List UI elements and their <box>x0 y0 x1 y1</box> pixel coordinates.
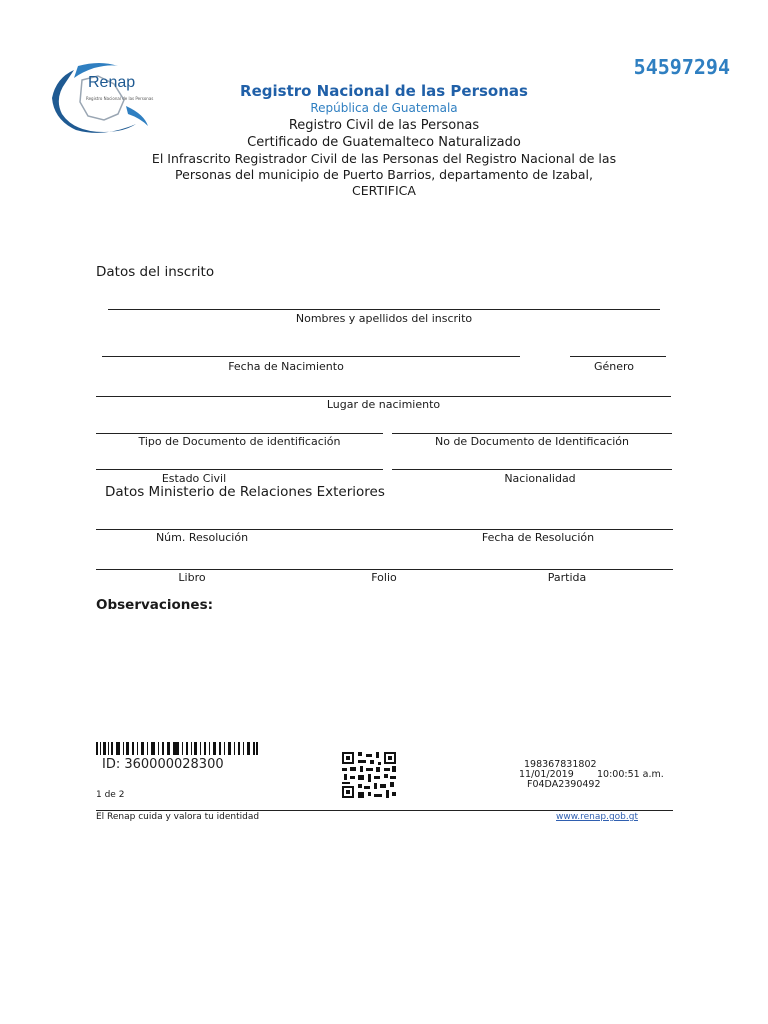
libro-label: Libro <box>178 571 206 584</box>
registry-code: 198367831802 <box>524 759 597 770</box>
section-inscrito-heading: Datos del inscrito <box>96 264 215 280</box>
serial-number: 54597294 <box>633 55 730 79</box>
header-line-2: Certificado de Guatemalteco Naturalizado <box>247 135 521 150</box>
header-line-5: CERTIFICA <box>352 183 416 198</box>
barcode-graphic <box>96 742 258 755</box>
genero-line <box>570 356 666 357</box>
footer-slogan: El Renap cuida y valora tu identidad <box>96 812 260 822</box>
folio-label: Folio <box>371 571 397 584</box>
lugar-nacimiento-label: Lugar de nacimiento <box>326 398 441 411</box>
no-documento-label: No de Documento de Identificación <box>434 435 630 448</box>
nacionalidad-line <box>392 469 672 470</box>
nombres-label: Nombres y apellidos del inscrito <box>295 312 473 325</box>
tipo-documento-label: Tipo de Documento de identificación <box>138 435 341 448</box>
estado-civil-label: Estado Civil <box>161 472 227 485</box>
observaciones-heading: Observaciones: <box>96 597 214 613</box>
logo-text: Renap <box>88 74 136 91</box>
page-number: 1 de 2 <box>96 790 125 800</box>
fecha-nacimiento-label: Fecha de Nacimiento <box>228 360 344 373</box>
footer-divider <box>96 810 673 811</box>
fecha-nacimiento-line <box>102 356 520 357</box>
qr-code-graphic <box>342 752 396 798</box>
header-line-3: El Infrascrito Registrador Civil de las Personas del Registro Nacional de las <box>151 151 617 166</box>
nacionalidad-label: Nacionalidad <box>504 472 576 485</box>
nombres-line <box>108 309 660 310</box>
genero-label: Género <box>593 360 635 373</box>
barcode <box>96 740 258 753</box>
fecha-resolucion-label: Fecha de Resolución <box>481 531 595 544</box>
resolucion-line <box>96 529 673 530</box>
header-line-1: Registro Civil de las Personas <box>288 118 480 133</box>
libro-folio-partida-line <box>96 569 673 570</box>
verification-hash: F04DA2390492 <box>527 779 601 790</box>
header-line-4: Personas del municipio de Puerto Barrios, departamento de Izabal, <box>175 167 593 182</box>
lugar-nacimiento-line <box>96 396 671 397</box>
section-ministerio-heading: Datos Ministerio de Relaciones Exteriores <box>105 484 385 500</box>
no-documento-line <box>392 433 672 434</box>
qr-code <box>342 752 396 798</box>
issue-date: 11/01/2019 <box>519 769 574 780</box>
issue-time: 10:00:51 a.m. <box>597 769 664 780</box>
document-id: ID: 360000028300 <box>102 757 224 772</box>
estado-civil-line <box>96 469 383 470</box>
tipo-documento-line <box>96 433 383 434</box>
partida-label: Partida <box>547 571 587 584</box>
website-link[interactable]: www.renap.gob.gt <box>556 812 638 822</box>
resolucion-label: Núm. Resolución <box>155 531 249 544</box>
logo-subtext: Registro Nacional de las Personas <box>86 96 154 101</box>
header-title: Registro Nacional de las Personas <box>240 82 528 100</box>
header-subtitle: República de Guatemala <box>310 101 458 115</box>
